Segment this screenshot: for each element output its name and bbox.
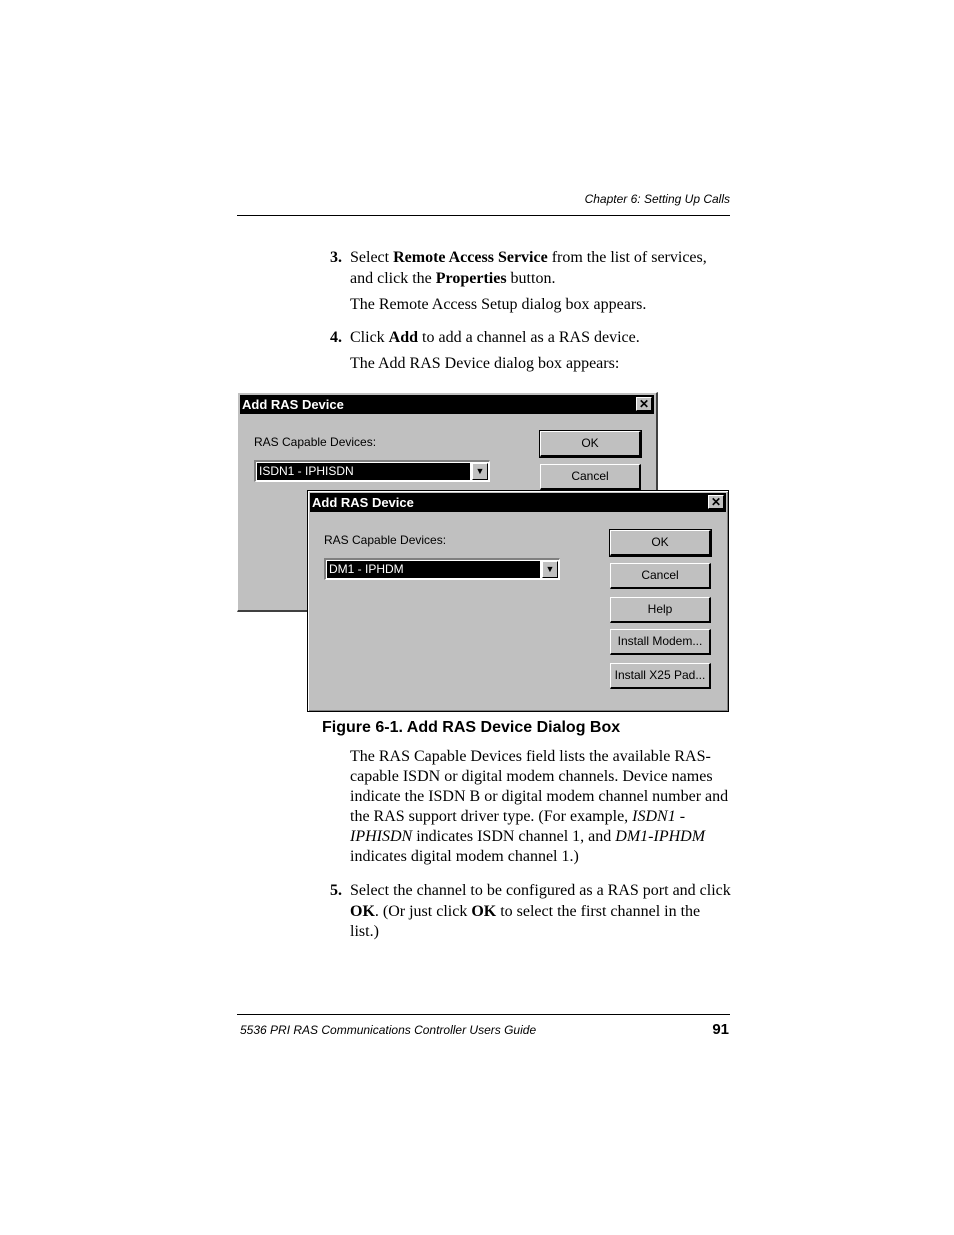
- install-x25-pad-button[interactable]: Install X25 Pad...: [610, 663, 711, 689]
- add-ras-appears-text: The Add RAS Device dialog box appears:: [350, 355, 620, 372]
- chapter-header: Chapter 6: Setting Up Calls: [584, 192, 730, 206]
- remote-access-appears-text: The Remote Access Setup dialog box appears.: [350, 296, 647, 313]
- help-button[interactable]: Help: [610, 597, 711, 623]
- dialog-title-bar: [240, 395, 654, 414]
- page-number: 91: [712, 1021, 729, 1038]
- step-5-number: 5.: [330, 882, 342, 899]
- dialog-title-bar: [310, 493, 726, 512]
- selected-device: DM1 - IPHDM: [327, 561, 540, 578]
- step-4-text: Click Add to add a channel as a RAS device.: [350, 329, 640, 346]
- dialog-title: Add RAS Device: [312, 495, 414, 510]
- step-3-text: Select Remote Access Service from the list of services, and click the Properties button.: [350, 249, 707, 287]
- step-3-number: 3.: [330, 249, 342, 266]
- footer-rule: [237, 1014, 730, 1015]
- chevron-down-icon[interactable]: ▼: [542, 561, 558, 578]
- close-icon[interactable]: ✕: [636, 397, 652, 411]
- guide-title: 5536 PRI RAS Communications Controller Users Guide: [240, 1023, 537, 1037]
- install-modem-button[interactable]: Install Modem...: [610, 629, 711, 655]
- figure-caption: Figure 6-1. Add RAS Device Dialog Box: [322, 719, 621, 736]
- ok-button[interactable]: OK: [610, 530, 711, 556]
- description-paragraph: The RAS Capable Devices field lists the available RAS-capable ISDN or digital modem channels. Device names indicate the ISDN B or digital modem channel number and the RAS support driver type. (For example, ISDN1 - IPHISDN indicates ISDN channel 1, and DM1-IPHDM indicates digital modem channel 1.): [350, 748, 729, 865]
- dialog-title: Add RAS Device: [242, 397, 344, 412]
- ras-capable-devices-label: RAS Capable Devices:: [254, 435, 377, 449]
- step-5-text: Select the channel to be configured as a RAS port and click OK. (Or just click OK to select the first channel in the list.): [350, 882, 731, 940]
- chevron-down-icon[interactable]: ▼: [472, 463, 488, 480]
- step-4-number: 4.: [330, 329, 342, 346]
- ok-button[interactable]: OK: [540, 431, 641, 457]
- close-icon[interactable]: ✕: [708, 495, 724, 509]
- ras-capable-devices-select[interactable]: [324, 558, 560, 580]
- cancel-button[interactable]: Cancel: [540, 464, 641, 490]
- ras-capable-devices-label: RAS Capable Devices:: [324, 533, 447, 547]
- header-rule: [237, 215, 730, 216]
- add-ras-device-dialog-front: [307, 490, 729, 712]
- ras-capable-devices-select[interactable]: [254, 460, 490, 482]
- cancel-button[interactable]: Cancel: [610, 563, 711, 589]
- selected-device: ISDN1 - IPHISDN: [257, 463, 470, 480]
